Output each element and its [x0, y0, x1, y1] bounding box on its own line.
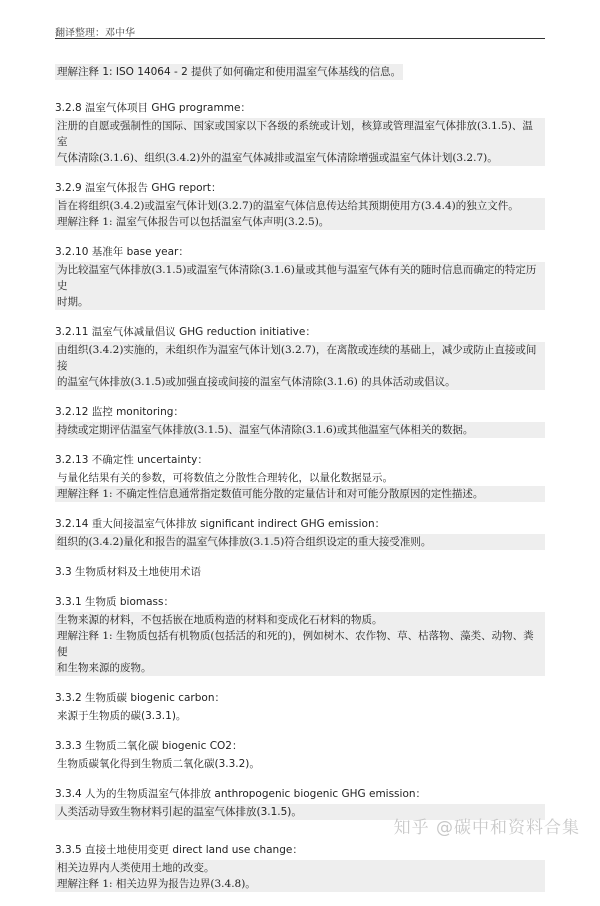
entry-term: 3.2.8 温室气体项目 GHG programme： — [55, 102, 251, 114]
entry-term: 3.2.10 基准年 base year： — [55, 246, 189, 258]
entry-term: 3.3.5 直接土地使用变更 direct land use change： — [55, 844, 303, 856]
entry-line: 为比较温室气体排放(3.1.5)或温室气体清除(3.1.6)量或其他与温室气体有关的随时信息而确定的特定历史 — [55, 262, 545, 294]
entry-definition: 组织的(3.4.2)量化和报告的温室气体排放(3.1.5)符合组织设定的重大接受准则。 — [55, 534, 545, 550]
entries-list — [55, 100, 545, 438]
note-top: 理解注释 1: ISO 14064 - 2 提供了如何确定和使用温室气体基线的信息。 — [57, 66, 402, 78]
entry-term: 3.2.14 重大间接温室气体排放 significant indirect GHG emission： — [55, 518, 386, 530]
entry-definition: 人类活动导致生物材料引起的温室气体排放(3.1.5)。 — [55, 804, 545, 820]
page-header: 翻译整理：邓中华 — [55, 28, 135, 39]
entry-term: 3.3.4 人为的生物质温室气体排放 anthropogenic biogenic GHG emission： — [55, 788, 427, 800]
definition-entry — [55, 180, 545, 230]
entry-definition: 生物质碳氧化得到生物质二氧化碳(3.3.2)。 — [57, 758, 260, 770]
entry-line: 和生物来源的废物。 — [55, 660, 545, 676]
entry-definition: 与量化结果有关的参数，可将数值之分散性合理转化，以量化数据显示。 — [57, 472, 393, 484]
entry-term: 3.3.1 生物质 biomass： — [55, 596, 175, 608]
header-rule — [55, 38, 545, 39]
entry-term: 3.2.9 温室气体报告 GHG report： — [55, 182, 222, 194]
entry-term: 3.2.11 温室气体减量倡议 GHG reduction initiative： — [55, 326, 316, 338]
entry-line: 注册的自愿或强制性的国际、国家或国家以下各级的系统或计划，核算或管理温室气体排放(3.1.5)、温室 — [55, 118, 545, 150]
entry-term: 3.3.3 生物质二氧化碳 biogenic CO2： — [55, 740, 243, 752]
entry-term: 3.3.2 生物质碳 biogenic carbon： — [55, 692, 225, 704]
entry-definition: 相关边界内人类使用土地的改变。 — [55, 860, 545, 876]
entry-line: 气体清除(3.1.6)、组织(3.4.2)外的温室气体减排或温室气体清除增强或温室气体计划(3.2.7)。 — [55, 150, 545, 166]
entry-line: 生物来源的材料，不包括嵌在地质构造的材料和变成化石材料的物质。 — [55, 612, 545, 628]
entry-line: 旨在将组织(3.4.2)或温室气体计划(3.2.7)的温室气体信息传达给其预期使用方(3.4.4)的独立文件。 — [55, 198, 545, 214]
entry-line: 时期。 — [55, 294, 545, 310]
definition-entry — [55, 100, 545, 166]
entry-biogenic-co2 — [55, 738, 545, 772]
entry-line: 由组织(3.4.2)实施的，未组织作为温室气体计划(3.2.7)，在离散或连续的基础上，减少或防止直接或间接 — [55, 342, 545, 374]
entry-note: 理解注释 1: 不确定性信息通常指定数值可能分散的定量估计和对可能分散原因的定性描述。 — [55, 486, 545, 502]
entry-note: 理解注释 1: 相关边界为报告边界(3.4.8)。 — [55, 876, 545, 892]
entry-line: 理解注释 1: 生物质包括有机物质(包括活的和死的)，例如树木、农作物、草、枯落物、藻类、动物、粪便 — [55, 628, 545, 660]
watermark: 知乎 @碳中和资料合集 — [393, 818, 580, 838]
entry-line: 理解注释 1: 温室气体报告可以包括温室气体声明(3.2.5)。 — [55, 214, 545, 230]
definition-entry — [55, 404, 545, 438]
entry-line: 持续或定期评估温室气体排放(3.1.5)、温室气体清除(3.1.6)或其他温室气体相关的数据。 — [55, 422, 545, 438]
entry-biomass — [55, 594, 545, 676]
entry-land-use — [55, 842, 545, 892]
section-title: 3.3 生物质材料及土地使用术语 — [55, 566, 202, 578]
entry-indirect — [55, 516, 545, 550]
definition-entry — [55, 324, 545, 390]
definition-entry — [55, 244, 545, 310]
entry-biogenic-carbon — [55, 690, 545, 724]
entry-term: 3.2.13 不确定性 uncertainty： — [55, 454, 208, 466]
entry-definition: 来源于生物质的碳(3.3.1)。 — [57, 710, 187, 722]
entry-line: 的温室气体排放(3.1.5)或加强直接或间接的温室气体清除(3.1.6) 的具体活动或倡议。 — [55, 374, 545, 390]
entry-term: 3.2.12 监控 monitoring： — [55, 406, 184, 418]
entry-uncertainty — [55, 452, 545, 502]
document-body — [55, 60, 545, 906]
